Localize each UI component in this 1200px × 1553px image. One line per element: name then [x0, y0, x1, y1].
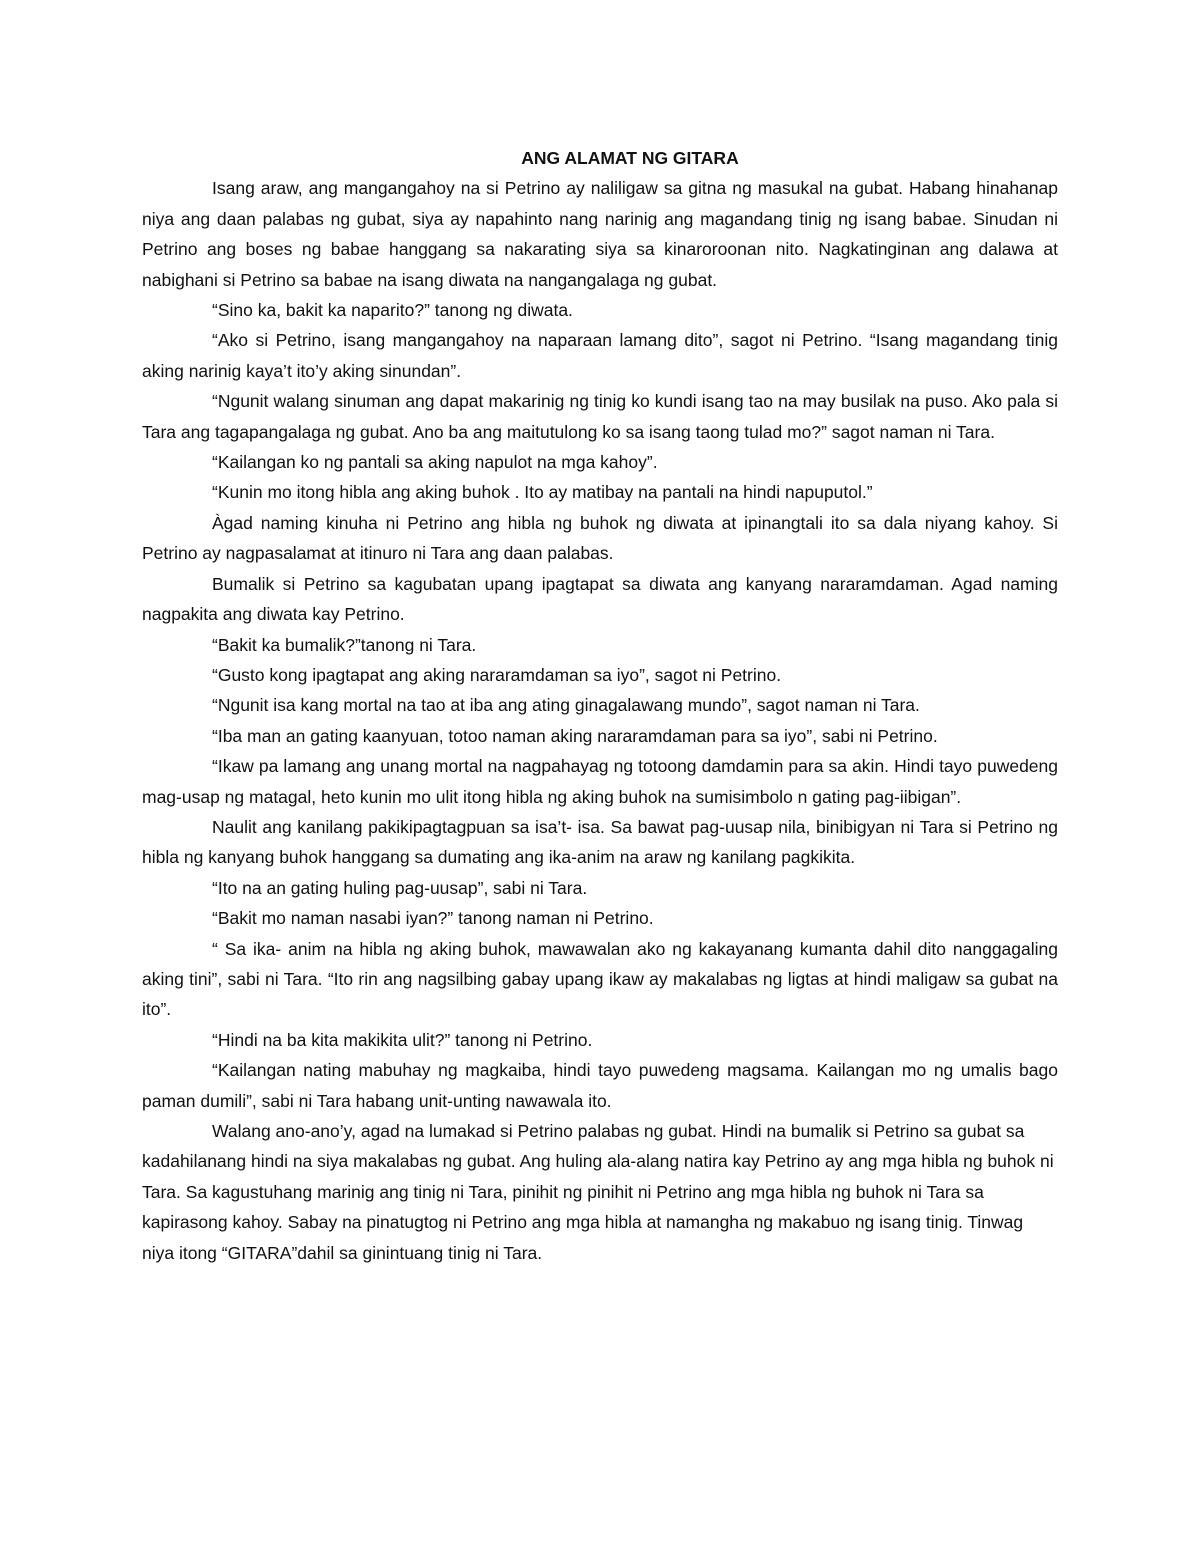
paragraph: Walang ano-ano’y, agad na lumakad si Petrino palabas ng gubat. Hindi na bumalik si Petrino sa gubat sa kadahilanang hindi na siya makalabas ng gubat. Ang huling ala-alang natira kay Petrino ay ang mga hibla ng buhok ni Tara. Sa kagustuhang marinig ang tinig ni Tara, pinihit ng pinihit ni Petrino ang mga hibla ng buhok ni Tara sa kapirasong kahoy. Sabay na pinatugtog ni Petrino ang mga hibla at namangha ng makabuo ng isang tinig. Tinwag niya itong “GITARA”dahil sa ginintuang tinig ni Tara. — [142, 1121, 1054, 1263]
paragraph: “Bakit ka bumalik?”tanong ni Tara. — [212, 634, 477, 655]
paragraph: Àgad naming kinuha ni Petrino ang hibla ng buhok ng diwata at ipinangtali ito sa dala niyang kahoy. Si Petrino ay nagpasalamat at itinuro ni Tara ang daan palabas. — [142, 512, 1058, 564]
paragraph: “Gusto kong ipagtapat ang aking nararamdaman sa iyo”, sagot ni Petrino. — [212, 664, 782, 685]
paragraph: Naulit ang kanilang pakikipagtagpuan sa isa’t- isa. Sa bawat pag-uusap nila, binibigyan ni Tara si Petrino ng hibla ng kanyang buhok hanggang sa dumating ang ika-anim na araw ng kanilang pagkikita. — [142, 816, 1058, 868]
paragraph: “Sino ka, bakit ka naparito?” tanong ng diwata. — [212, 300, 573, 321]
paragraph: “Bakit mo naman nasabi iyan?” tanong naman ni Petrino. — [212, 908, 654, 929]
document-title: ANG ALAMAT NG GITARA — [521, 148, 739, 168]
paragraph: “Hindi na ba kita makikita ulit?” tanong ni Petrino. — [212, 1029, 593, 1050]
paragraph: “Ito na an gating huling pag-uusap”, sabi ni Tara. — [212, 877, 588, 898]
paragraph: “Ikaw pa lamang ang unang mortal na nagpahayag ng totoong damdamin para sa akin. Hindi tayo puwedeng mag-usap ng matagal, heto kunin mo ulit itong hibla ng aking buhok na sumisimbolo n gating pag-iibigan”. — [142, 756, 1058, 807]
document-body — [142, 143, 1058, 1268]
paragraph: “Ngunit isa kang mortal na tao at iba ang ating ginagalawang mundo”, sagot naman ni Tara. — [212, 695, 920, 716]
paragraph: “ Sa ika- anim na hibla ng aking buhok, mawawalan ako ng kakayanang kumanta dahil dito nanggagaling aking tini”, sabi ni Tara. “Ito rin ang nagsilbing gabay upang ikaw ay makalabas ng ligtas at hindi maligaw sa gubat na ito”. — [142, 938, 1058, 1020]
paragraph: “Ngunit walang sinuman ang dapat makarinig ng tinig ko kundi isang tao na may busilak na puso. Ako pala si Tara ang tagapangalaga ng gubat. Ano ba ang maitutulong ko sa isang taong tulad mo?” sagot naman ni Tara. — [142, 391, 1058, 442]
paragraph: Bumalik si Petrino sa kagubatan upang ipagtapat sa diwata ang kanyang nararamdaman. Agad naming nagpakita ang diwata kay Petrino. — [142, 573, 1058, 625]
paragraph: “Ako si Petrino, isang mangangahoy na naparaan lamang dito”, sagot ni Petrino. “Isang magandang tinig aking narinig kaya’t ito’y aking sinundan”. — [142, 330, 1058, 381]
paragraph: “Iba man an gating kaanyuan, totoo naman aking nararamdaman para sa iyo”, sabi ni Petrino. — [212, 725, 938, 746]
paragraph: “Kailangan nating mabuhay ng magkaiba, hindi tayo puwedeng magsama. Kailangan mo ng umalis bago paman dumili”, sabi ni Tara habang unit-unting nawawala ito. — [142, 1060, 1058, 1111]
paragraph: “Kunin mo itong hibla ang aking buhok . Ito ay matibay na pantali na hindi napuputol.” — [212, 482, 873, 503]
paragraph: “Kailangan ko ng pantali sa aking napulot na mga kahoy”. — [212, 452, 658, 473]
paragraph: Isang araw, ang mangangahoy na si Petrino ay naliligaw sa gitna ng masukal na gubat. Habang hinahanap niya ang daan palabas ng gubat, siya ay napahinto nang narinig ang magandang tinig ng isang babae. Sinudan ni Petrino ang boses ng babae hanggang sa nakarating siya sa kinaroroonan nito. Nagkatinginan ang dalawa at nabighani si Petrino sa babae na isang diwata na nangangalaga ng gubat. — [142, 178, 1058, 290]
